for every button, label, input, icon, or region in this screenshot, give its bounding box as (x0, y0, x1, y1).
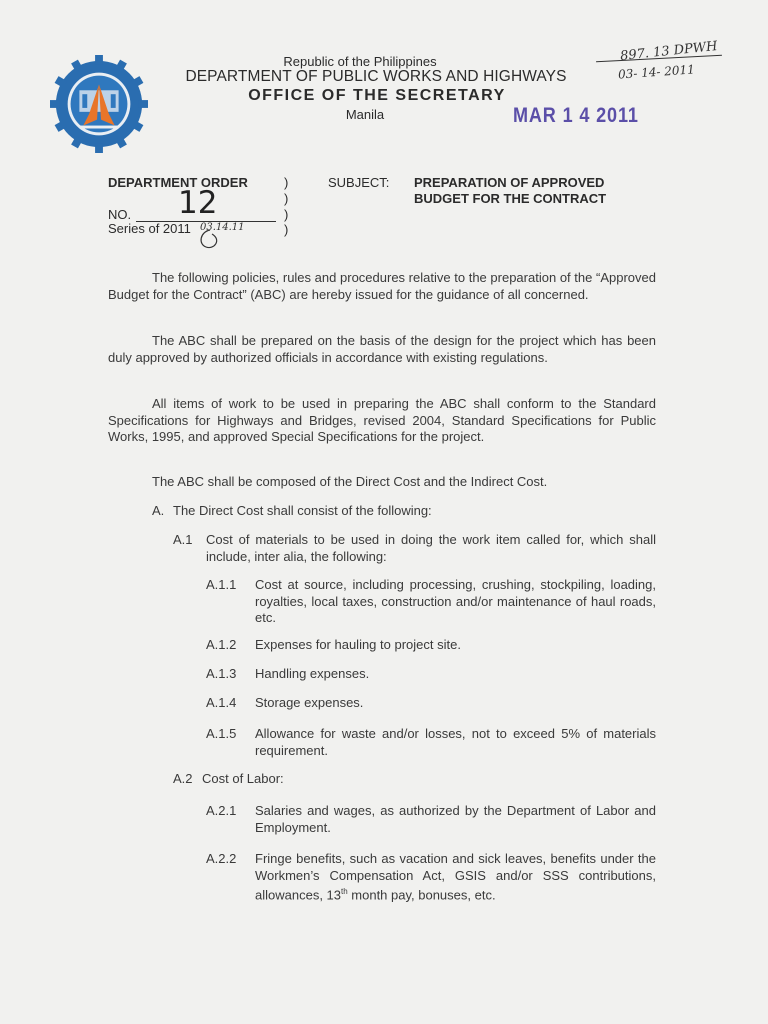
item-a15-label: A.1.5 (206, 726, 237, 741)
item-a1-label: A.1 (173, 532, 193, 547)
item-a14-label: A.1.4 (206, 695, 237, 710)
paragraph-specifications: All items of work to be used in preparing the ABC shall conform to the Standard Specifications for Highways and Bridges, revised 2004, Standard Specifications for Public Works, 1995, and approved Special Specifications for the project. (108, 396, 656, 444)
item-a11-text: Cost at source, including processing, crushing, stockpiling, loading, royalties, local taxes, construction and/or maintenance of haul roads, etc. (255, 577, 656, 625)
item-a22 (206, 851, 656, 901)
item-a11-label: A.1.1 (206, 577, 237, 592)
paragraph-abc-composition: The ABC shall be composed of the Direct Cost and the Indirect Cost. (152, 474, 548, 489)
item-a12-text: Expenses for hauling to project site. (255, 637, 461, 652)
paren-1: ) (284, 175, 289, 190)
republic-line: Republic of the Philippines (283, 54, 437, 69)
department-order-label: DEPARTMENT ORDER (108, 175, 248, 190)
item-a12-label: A.1.2 (206, 637, 237, 652)
item-a22-text-part-1: Fringe benefits, such as vacation and sick leaves, benefits under the Workmen’s Compensation Act, GSIS and/or SSS contributions, allowances, 13 (255, 851, 656, 903)
item-a12 (206, 637, 656, 654)
handwritten-date: 03- 14- 2011 (617, 62, 696, 82)
item-a13 (206, 666, 656, 683)
item-a2 (173, 771, 656, 788)
item-a22-text-part-2: month pay, bonuses, etc. (347, 887, 496, 903)
order-no-label: NO. (108, 207, 132, 222)
series-handwritten-note: 03.14.11 (200, 222, 245, 233)
item-a2-text: Cost of Labor: (202, 771, 284, 786)
handwritten-initial-mark (196, 228, 224, 250)
section-a (152, 503, 656, 520)
item-a1-text: Cost of materials to be used in doing the work item called for, which shall include, inter alia, the following: (206, 532, 656, 564)
item-a14-text: Storage expenses. (255, 695, 364, 710)
item-a21-label: A.2.1 (206, 803, 237, 818)
item-a15-text: Allowance for waste and/or losses, not to exceed 5% of materials requirement. (255, 726, 656, 758)
paren-2: ) (284, 191, 289, 206)
item-a1 (173, 532, 656, 566)
paragraph-intro: The following policies, rules and procedures relative to the preparation of the “Approved Budget for the Contract” (ABC) are hereby issued for the guidance of all concerned. (108, 270, 656, 302)
dpwh-seal-logo (50, 55, 148, 153)
item-a11 (206, 577, 656, 627)
date-stamp: MAR 1 4 2011 (513, 104, 639, 127)
item-a22-text (255, 851, 656, 904)
subject-line-1: PREPARATION OF APPROVED (414, 175, 605, 190)
paren-3: ) (284, 207, 289, 222)
subject-label: SUBJECT: (328, 175, 390, 190)
item-a22-superscript: th (341, 887, 348, 896)
item-a13-text: Handling expenses. (255, 666, 370, 681)
section-a-label: A. (152, 503, 165, 518)
subject-line-2: BUDGET FOR THE CONTRACT (414, 191, 607, 206)
city-line: Manila (345, 107, 385, 122)
item-a21-text: Salaries and wages, as authorized by the Department of Labor and Employment. (255, 803, 656, 835)
item-a21 (206, 803, 656, 837)
item-a2-label: A.2 (173, 771, 193, 786)
department-name: DEPARTMENT OF PUBLIC WORKS AND HIGHWAYS (185, 68, 567, 85)
series-label: Series of 2011 (108, 221, 191, 236)
section-a-text: The Direct Cost shall consist of the following: (173, 503, 432, 518)
item-a15 (206, 726, 656, 760)
office-title: OFFICE OF THE SECRETARY (248, 87, 506, 104)
item-a22-label: A.2.2 (206, 851, 237, 866)
paragraph-abc-design: The ABC shall be prepared on the basis of the design for the project which has been duly approved by authorized officials in accordance with existing regulations. (108, 333, 656, 365)
order-number: 12 (178, 185, 218, 221)
item-a13-label: A.1.3 (206, 666, 237, 681)
handwritten-reference: 897. 13 DPWH (619, 38, 719, 65)
paren-4: ) (284, 222, 289, 237)
item-a14 (206, 695, 656, 712)
